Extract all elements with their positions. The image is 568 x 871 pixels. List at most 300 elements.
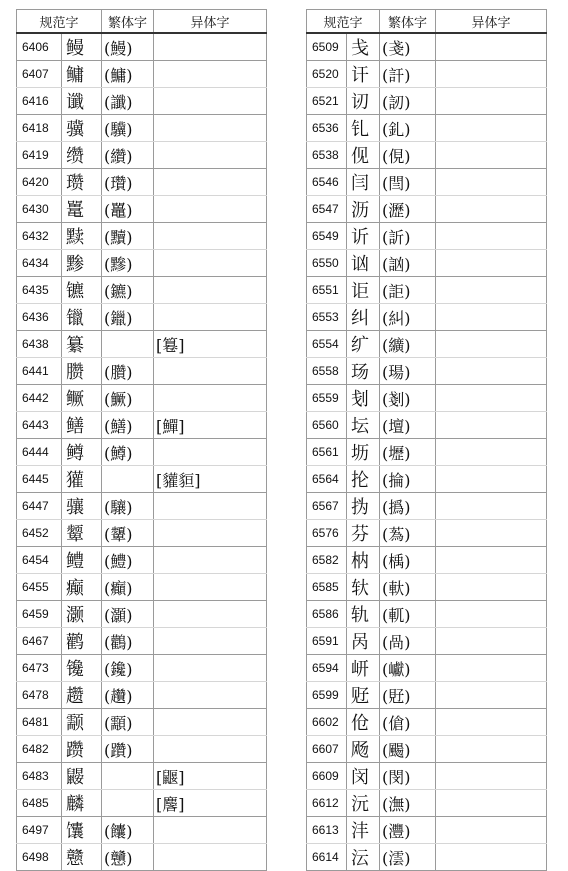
traditional-character: (咼)	[380, 628, 436, 655]
standard-character: 鳢	[62, 547, 102, 574]
traditional-character: (覎)	[380, 682, 436, 709]
character-number: 6418	[17, 115, 62, 142]
standard-character: 鼍	[62, 196, 102, 223]
traditional-character: (驤)	[102, 493, 154, 520]
standard-character: 鳝	[62, 412, 102, 439]
table-row	[17, 493, 267, 520]
character-number: 6594	[307, 655, 347, 682]
character-number: 6599	[307, 682, 347, 709]
variant-character	[154, 223, 267, 250]
standard-character: 瓒	[62, 169, 102, 196]
character-number: 6498	[17, 844, 62, 871]
traditional-character: (饢)	[102, 817, 154, 844]
table-row	[307, 655, 547, 682]
traditional-character: (癲)	[102, 574, 154, 601]
standard-character: 黪	[62, 250, 102, 277]
character-number: 6553	[307, 304, 347, 331]
table-row	[17, 331, 267, 358]
character-number: 6454	[17, 547, 62, 574]
table-row	[307, 466, 547, 493]
standard-character: 坛	[347, 412, 380, 439]
variant-character	[436, 574, 547, 601]
table-row	[17, 439, 267, 466]
table-row	[307, 493, 547, 520]
variant-character: [篹]	[154, 331, 267, 358]
character-number: 6612	[307, 790, 347, 817]
character-number: 6560	[307, 412, 347, 439]
table-row	[307, 61, 547, 88]
table-header-row	[17, 10, 267, 34]
traditional-character: (顰)	[102, 520, 154, 547]
traditional-character: (壇)	[380, 412, 436, 439]
traditional-character: (糾)	[380, 304, 436, 331]
traditional-character: (鼉)	[102, 196, 154, 223]
table-row	[307, 520, 547, 547]
table-row	[307, 817, 547, 844]
character-number: 6485	[17, 790, 62, 817]
traditional-character: (軏)	[380, 601, 436, 628]
character-number: 6546	[307, 169, 347, 196]
standard-character: 沥	[347, 196, 380, 223]
character-number: 6406	[17, 33, 62, 61]
standard-character: 沣	[347, 817, 380, 844]
character-number: 6478	[17, 682, 62, 709]
traditional-character: (軑)	[380, 574, 436, 601]
traditional-character: (巘)	[380, 655, 436, 682]
variant-character	[154, 844, 267, 871]
table-row	[17, 628, 267, 655]
table-row	[17, 115, 267, 142]
traditional-character: (詎)	[380, 277, 436, 304]
table-row	[17, 304, 267, 331]
character-number: 6430	[17, 196, 62, 223]
traditional-character: (撝)	[380, 493, 436, 520]
standard-character: 轪	[347, 574, 380, 601]
table-row	[307, 115, 547, 142]
table-row	[17, 358, 267, 385]
character-number: 6564	[307, 466, 347, 493]
traditional-character: (趲)	[102, 682, 154, 709]
character-number: 6609	[307, 763, 347, 790]
traditional-character: (鑞)	[102, 304, 154, 331]
traditional-character: (灝)	[102, 601, 154, 628]
character-number: 6551	[307, 277, 347, 304]
variant-character	[154, 709, 267, 736]
traditional-character: (鱔)	[102, 412, 154, 439]
character-number: 6467	[17, 628, 62, 655]
traditional-character: (壢)	[380, 439, 436, 466]
standard-character: 獾	[62, 466, 102, 493]
table-row	[17, 196, 267, 223]
character-number: 6435	[17, 277, 62, 304]
standard-character: 镴	[62, 304, 102, 331]
character-number: 6482	[17, 736, 62, 763]
character-number: 6443	[17, 412, 62, 439]
variant-character	[436, 520, 547, 547]
character-number: 6585	[307, 574, 347, 601]
traditional-character: (剗)	[380, 385, 436, 412]
traditional-character: (鱒)	[102, 439, 154, 466]
standard-character: 臜	[62, 358, 102, 385]
variant-character	[436, 142, 547, 169]
character-number: 6483	[17, 763, 62, 790]
character-number: 6576	[307, 520, 347, 547]
traditional-character: (俔)	[380, 142, 436, 169]
traditional-character: (閔)	[380, 763, 436, 790]
character-number: 6447	[17, 493, 62, 520]
standard-character: 镳	[62, 277, 102, 304]
standard-character: 钆	[347, 115, 380, 142]
table-row	[307, 142, 547, 169]
table-row	[307, 763, 547, 790]
table-row	[17, 466, 267, 493]
character-number: 6497	[17, 817, 62, 844]
variant-character	[436, 763, 547, 790]
variant-character	[436, 601, 547, 628]
standard-character: 纩	[347, 331, 380, 358]
standard-character: 颦	[62, 520, 102, 547]
table-row	[307, 844, 547, 871]
standard-character: 抡	[347, 466, 380, 493]
table-row	[307, 412, 547, 439]
traditional-character: (訒)	[380, 88, 436, 115]
character-number: 6521	[307, 88, 347, 115]
traditional-character: (戇)	[102, 844, 154, 871]
character-number: 6432	[17, 223, 62, 250]
traditional-character: (纘)	[102, 142, 154, 169]
character-number: 6444	[17, 439, 62, 466]
traditional-character: (黲)	[102, 250, 154, 277]
standard-character: 躜	[62, 736, 102, 763]
variant-character	[436, 412, 547, 439]
table-row	[307, 439, 547, 466]
standard-character: 䜣	[347, 223, 380, 250]
table-row	[307, 250, 547, 277]
standard-character: 缵	[62, 142, 102, 169]
character-number: 6567	[307, 493, 347, 520]
traditional-character	[102, 763, 154, 790]
standard-character: 闫	[347, 169, 380, 196]
character-table-right	[306, 9, 547, 871]
variant-character	[154, 385, 267, 412]
standard-character: 戆	[62, 844, 102, 871]
table-row	[307, 601, 547, 628]
table-body-left	[17, 33, 267, 871]
traditional-character: (鰻)	[102, 33, 154, 61]
standard-character: 戋	[347, 33, 380, 61]
character-number: 6591	[307, 628, 347, 655]
traditional-character: (颺)	[380, 736, 436, 763]
standard-character: 纂	[62, 331, 102, 358]
standard-character: 觃	[347, 682, 380, 709]
table-row	[307, 682, 547, 709]
variant-character	[436, 844, 547, 871]
character-number: 6452	[17, 520, 62, 547]
standard-character: 闵	[347, 763, 380, 790]
character-number: 6438	[17, 331, 62, 358]
character-number: 6459	[17, 601, 62, 628]
traditional-character: (躦)	[102, 736, 154, 763]
traditional-character: (鱧)	[102, 547, 154, 574]
table-row	[17, 61, 267, 88]
character-number: 6481	[17, 709, 62, 736]
traditional-character: (顬)	[102, 709, 154, 736]
variant-character	[436, 223, 547, 250]
table-row	[17, 817, 267, 844]
variant-character: [鱓]	[154, 412, 267, 439]
header-traditional: 繁体字	[380, 10, 436, 34]
character-number: 6554	[307, 331, 347, 358]
standard-character: 伧	[347, 709, 380, 736]
character-number: 6586	[307, 601, 347, 628]
table-row	[17, 736, 267, 763]
variant-character	[154, 277, 267, 304]
character-number: 6549	[307, 223, 347, 250]
table-row	[17, 33, 267, 61]
traditional-character: (纊)	[380, 331, 436, 358]
traditional-character: (掄)	[380, 466, 436, 493]
variant-character: [貛貆]	[154, 466, 267, 493]
table-row	[307, 196, 547, 223]
traditional-character: (楀)	[380, 547, 436, 574]
variant-character	[154, 142, 267, 169]
table-row	[307, 385, 547, 412]
table-row	[17, 844, 267, 871]
standard-character: 骥	[62, 115, 102, 142]
header-variant: 异体字	[436, 10, 547, 34]
standard-character: 刬	[347, 385, 380, 412]
standard-character: 轨	[347, 601, 380, 628]
table-row	[17, 385, 267, 412]
character-number: 6607	[307, 736, 347, 763]
variant-character	[436, 385, 547, 412]
table-header-row	[307, 10, 547, 34]
standard-character: 岍	[347, 655, 380, 682]
standard-character: 讵	[347, 277, 380, 304]
variant-character	[436, 817, 547, 844]
character-number: 6434	[17, 250, 62, 277]
variant-character	[436, 709, 547, 736]
standard-character: 沅	[347, 790, 380, 817]
table-row	[307, 709, 547, 736]
table-row	[17, 601, 267, 628]
variant-character	[154, 439, 267, 466]
standard-character: 癫	[62, 574, 102, 601]
standard-character: 飏	[347, 736, 380, 763]
standard-character: 馕	[62, 817, 102, 844]
traditional-character: (瓚)	[102, 169, 154, 196]
character-number: 6547	[307, 196, 347, 223]
variant-character	[436, 169, 547, 196]
variant-character	[436, 493, 547, 520]
variant-character	[154, 196, 267, 223]
character-number: 6582	[307, 547, 347, 574]
standard-character: 坜	[347, 439, 380, 466]
table-row	[307, 358, 547, 385]
variant-character	[436, 115, 547, 142]
header-standard: 规范字	[307, 10, 380, 34]
variant-character	[436, 304, 547, 331]
variant-character	[154, 88, 267, 115]
table-row	[307, 88, 547, 115]
standard-character: 鳜	[62, 385, 102, 412]
variant-character	[436, 250, 547, 277]
variant-character	[436, 466, 547, 493]
traditional-character	[102, 466, 154, 493]
character-number: 6419	[17, 142, 62, 169]
traditional-character: (鑣)	[102, 277, 154, 304]
table-row	[17, 412, 267, 439]
table-row	[307, 628, 547, 655]
character-table-left	[16, 9, 267, 871]
traditional-character: (鸛)	[102, 628, 154, 655]
traditional-character: (驥)	[102, 115, 154, 142]
traditional-character: (瑒)	[380, 358, 436, 385]
standard-character: 鳗	[62, 33, 102, 61]
variant-character	[154, 601, 267, 628]
character-number: 6614	[307, 844, 347, 871]
traditional-character: (釓)	[380, 115, 436, 142]
standard-character: 黩	[62, 223, 102, 250]
table-row	[17, 142, 267, 169]
standard-character: 伣	[347, 142, 380, 169]
table-row	[17, 520, 267, 547]
traditional-character: (鱅)	[102, 61, 154, 88]
variant-character	[154, 655, 267, 682]
character-number: 6520	[307, 61, 347, 88]
table-row	[17, 547, 267, 574]
variant-character	[154, 574, 267, 601]
standard-character: 纠	[347, 304, 380, 331]
table-row	[17, 250, 267, 277]
variant-character	[154, 250, 267, 277]
table-row	[17, 763, 267, 790]
variant-character	[154, 682, 267, 709]
character-number: 6473	[17, 655, 62, 682]
variant-character	[436, 196, 547, 223]
variant-character	[436, 736, 547, 763]
traditional-character: (瀝)	[380, 196, 436, 223]
traditional-character: (潕)	[380, 790, 436, 817]
table-row	[307, 736, 547, 763]
variant-character	[154, 736, 267, 763]
variant-character	[436, 33, 547, 61]
character-number: 6536	[307, 115, 347, 142]
variant-character	[436, 277, 547, 304]
traditional-character: (黷)	[102, 223, 154, 250]
standard-character: 讦	[347, 61, 380, 88]
table-row	[17, 88, 267, 115]
traditional-character	[102, 790, 154, 817]
standard-character: 鼹	[62, 763, 102, 790]
variant-character	[436, 61, 547, 88]
standard-character: 骧	[62, 493, 102, 520]
variant-character	[154, 115, 267, 142]
standard-character: 呙	[347, 628, 380, 655]
traditional-character: (臢)	[102, 358, 154, 385]
variant-character	[436, 439, 547, 466]
standard-character: 镵	[62, 655, 102, 682]
table-row	[17, 655, 267, 682]
header-variant: 异体字	[154, 10, 267, 34]
standard-character: 玚	[347, 358, 380, 385]
table-row	[307, 304, 547, 331]
table-row	[307, 277, 547, 304]
table-row	[17, 277, 267, 304]
table-row	[17, 169, 267, 196]
standard-character: 沄	[347, 844, 380, 871]
character-number: 6445	[17, 466, 62, 493]
traditional-character: (閆)	[380, 169, 436, 196]
traditional-character: (傖)	[380, 709, 436, 736]
variant-character	[154, 520, 267, 547]
variant-character: [鼴]	[154, 763, 267, 790]
standard-character: 鹳	[62, 628, 102, 655]
table-row	[307, 33, 547, 61]
variant-character	[154, 358, 267, 385]
traditional-character: (戔)	[380, 33, 436, 61]
character-number: 6442	[17, 385, 62, 412]
standard-character: 麟	[62, 790, 102, 817]
standard-character: 鳙	[62, 61, 102, 88]
character-number: 6602	[307, 709, 347, 736]
variant-character	[154, 304, 267, 331]
traditional-character: (訐)	[380, 61, 436, 88]
traditional-character: (鱖)	[102, 385, 154, 412]
variant-character	[436, 628, 547, 655]
standard-character: 㧑	[347, 493, 380, 520]
traditional-character: (蒍)	[380, 520, 436, 547]
table-row	[17, 709, 267, 736]
variant-character	[154, 547, 267, 574]
traditional-character: (鑱)	[102, 655, 154, 682]
character-number: 6558	[307, 358, 347, 385]
character-number: 6407	[17, 61, 62, 88]
character-number: 6416	[17, 88, 62, 115]
standard-character: 讱	[347, 88, 380, 115]
variant-character	[436, 547, 547, 574]
standard-character: 颥	[62, 709, 102, 736]
variant-character	[154, 493, 267, 520]
standard-character: 讻	[347, 250, 380, 277]
table-row	[17, 574, 267, 601]
standard-character: 芬	[347, 520, 380, 547]
variant-character: [麐]	[154, 790, 267, 817]
variant-character	[154, 628, 267, 655]
character-number: 6538	[307, 142, 347, 169]
variant-character	[436, 358, 547, 385]
variant-character	[436, 682, 547, 709]
table-row	[307, 169, 547, 196]
character-number: 6559	[307, 385, 347, 412]
standard-character: 鳟	[62, 439, 102, 466]
character-number: 6420	[17, 169, 62, 196]
table-body-right	[307, 33, 547, 871]
table-row	[307, 790, 547, 817]
variant-character	[436, 790, 547, 817]
variant-character	[154, 61, 267, 88]
table-row	[307, 574, 547, 601]
traditional-character: (讖)	[102, 88, 154, 115]
character-number: 6441	[17, 358, 62, 385]
traditional-character: (訢)	[380, 223, 436, 250]
character-number: 6550	[307, 250, 347, 277]
character-number: 6509	[307, 33, 347, 61]
variant-character	[436, 331, 547, 358]
table-row	[17, 790, 267, 817]
variant-character	[436, 655, 547, 682]
standard-character: 趱	[62, 682, 102, 709]
